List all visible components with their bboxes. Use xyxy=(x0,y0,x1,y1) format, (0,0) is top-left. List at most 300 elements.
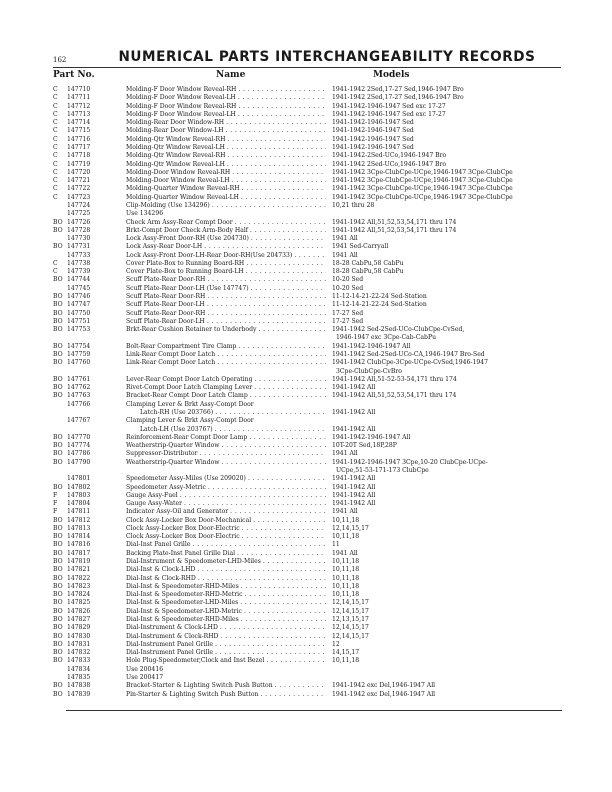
part-name-cell xyxy=(126,641,326,649)
table-row xyxy=(53,666,563,674)
part-number: 147760 xyxy=(67,359,91,367)
part-prefix: BO xyxy=(53,450,63,458)
dot-leader xyxy=(218,633,326,641)
part-number: 147728 xyxy=(67,226,91,234)
part-prefix: BO xyxy=(53,649,63,657)
part-prefix: C xyxy=(53,193,58,201)
table-row xyxy=(53,144,563,152)
part-name-cell xyxy=(126,674,326,682)
part-number: 147838 xyxy=(67,682,91,690)
part-prefix: BO xyxy=(53,632,63,640)
dot-leader xyxy=(261,558,326,566)
part-name: Scuff Plate-Rear Door-RH xyxy=(126,309,206,317)
dot-leader xyxy=(239,616,326,624)
table-row xyxy=(53,409,563,417)
part-name: Link-Rear Compt Door Latch xyxy=(126,351,216,358)
part-name: Check Arm Assy-Rear Compt Door xyxy=(126,218,233,226)
part-name-cell xyxy=(126,616,326,624)
table-row xyxy=(53,442,563,450)
part-number: 147829 xyxy=(67,624,91,632)
part-number: 147711 xyxy=(67,94,91,102)
part-number: 147833 xyxy=(67,657,91,665)
part-name: Lock Assy-Front Door-LH-Rear Door-RH(Use 204733) xyxy=(126,251,293,259)
part-models: 11-12-14-21-22-24 Sed-Station xyxy=(332,301,427,309)
part-name-cell xyxy=(126,583,326,591)
table-row xyxy=(53,343,563,351)
part-models: 1941-1942 Sed-2Sed-UCo-ClubCpe-CvSed, xyxy=(332,326,465,334)
part-models: 10,21 thru 28 xyxy=(332,201,375,209)
part-name: Gauge Assy-Water xyxy=(126,500,183,508)
part-name-cell xyxy=(126,293,326,301)
table-row xyxy=(53,359,563,367)
part-prefix: BO xyxy=(53,384,63,392)
part-name-cell xyxy=(126,384,326,392)
part-name: Clip-Molding (Use 134296) xyxy=(126,201,210,209)
part-number: 147835 xyxy=(67,673,91,681)
part-prefix: BO xyxy=(53,624,63,632)
part-name-cell xyxy=(126,260,326,268)
part-models: 1941-1942 2Sed-UCo,1946-1947 Bro xyxy=(332,160,447,168)
dot-leader xyxy=(249,285,326,293)
part-models: 1941-1942 exc Del,1946-1947 All xyxy=(332,690,436,698)
part-prefix: BO xyxy=(53,533,63,541)
part-number: 147759 xyxy=(67,351,91,358)
part-number: 147774 xyxy=(67,442,91,450)
part-number: 147814 xyxy=(67,533,91,541)
part-prefix: F xyxy=(53,491,58,499)
part-models: 1941-1942 ClubCpe-3Cpe-UCpe-CvSed,1946-1947 xyxy=(332,359,488,367)
part-prefix: F xyxy=(53,500,58,508)
dot-leader xyxy=(224,119,326,127)
part-number: 147747 xyxy=(67,301,91,309)
dot-leader xyxy=(249,235,326,243)
part-prefix: BO xyxy=(53,218,63,226)
table-row xyxy=(53,566,563,574)
part-name-cell xyxy=(126,252,326,260)
part-number: 147830 xyxy=(67,632,91,640)
part-name: Clamping Lever & Brkt Assy-Compt Door xyxy=(126,417,254,425)
part-number: 147803 xyxy=(67,491,91,499)
part-name-cell xyxy=(126,599,326,607)
dot-leader xyxy=(242,591,326,599)
part-prefix: C xyxy=(53,259,58,267)
table-row xyxy=(53,591,563,599)
part-prefix: C xyxy=(53,268,58,276)
part-name: Speedometer Assy-Metric xyxy=(126,483,206,491)
part-prefix: BO xyxy=(53,591,63,599)
dot-leader xyxy=(190,541,326,549)
dot-leader xyxy=(240,185,326,193)
part-name: Dial-Instrument & Speedometer-LHD-Miles xyxy=(126,558,261,566)
part-name-cell xyxy=(126,442,326,450)
table-row xyxy=(53,260,563,268)
part-number: 147831 xyxy=(67,640,91,648)
dot-leader xyxy=(248,227,326,235)
part-prefix: BO xyxy=(53,574,63,582)
dot-leader xyxy=(197,450,326,458)
part-name: Molding-F Door Window Reveal-LH xyxy=(126,110,236,118)
part-name-cell xyxy=(126,608,326,616)
table-row xyxy=(53,94,563,102)
part-name: Cover Plate-Box to Running Board-RH xyxy=(126,259,245,267)
table-row xyxy=(53,434,563,442)
part-models: 17-27 Sed xyxy=(332,309,364,317)
table-row xyxy=(53,641,563,649)
table-row xyxy=(53,550,563,558)
part-models: 12,14,15,17 xyxy=(332,607,369,615)
part-name: Molding-F Door Window Reveal-RH xyxy=(126,102,237,110)
column-header-name: Name xyxy=(216,70,246,80)
part-prefix: BO xyxy=(53,442,63,450)
part-models: 10T-20T Sed,18P,28P xyxy=(332,442,397,450)
table-row xyxy=(53,517,563,525)
dot-leader xyxy=(235,550,326,558)
part-models: 1941 All xyxy=(332,508,358,516)
part-name-cell xyxy=(126,459,326,467)
part-models: 10,11,18 xyxy=(332,582,360,590)
part-models: 1941-1942 Sed-2Sed-UCo-CA,1946-1947 Bro-Sed xyxy=(332,351,485,358)
dot-leader xyxy=(206,484,326,492)
table-row xyxy=(53,152,563,160)
table-row xyxy=(53,401,563,409)
part-number: 147790 xyxy=(67,458,91,466)
part-name: Dial-Instrument & Clock-RHD xyxy=(126,632,219,640)
part-prefix: C xyxy=(53,110,58,118)
dot-leader xyxy=(238,599,326,607)
table-row xyxy=(53,293,563,301)
part-name: Scuff Plate-Rear Door-LH xyxy=(126,317,205,325)
part-name-cell xyxy=(126,94,326,102)
column-header-part-no: Part No. xyxy=(53,70,95,80)
part-models: 1941-1942 All xyxy=(332,408,376,416)
part-name: Brkt-Compt Door Check Arm-Body Half xyxy=(126,226,249,234)
part-name-cell xyxy=(126,500,326,508)
part-name: Dial-Inst & Speedometer-RHD-Metric xyxy=(126,591,243,599)
dot-leader xyxy=(236,94,326,102)
part-number: 147714 xyxy=(67,119,91,127)
part-prefix: BO xyxy=(53,375,63,383)
part-number: 147716 xyxy=(67,135,91,143)
part-number: 147744 xyxy=(67,276,91,284)
dot-leader xyxy=(195,566,326,574)
part-name: Dial-Inst & Speedometer-RHD-Miles xyxy=(126,616,239,623)
parts-table xyxy=(53,86,563,699)
part-name: Dial-Inst & Clock-LHD xyxy=(126,566,196,574)
part-number: 147786 xyxy=(67,450,91,458)
part-models: 1946-1947 exc 3Cpe-Cab-CabPu xyxy=(336,334,436,342)
part-name: Scuff Plate-Rear Door-RH xyxy=(126,276,206,284)
part-name-cell xyxy=(126,591,326,599)
part-prefix: BO xyxy=(53,516,63,524)
bottom-rule xyxy=(66,710,562,711)
dot-leader xyxy=(224,127,326,135)
part-name-cell xyxy=(126,417,326,425)
part-models: 1941-1942-2Sed-UCo,1946-1947 Bro xyxy=(332,152,447,160)
part-models: 10-20 Sed xyxy=(332,284,364,292)
dot-leader xyxy=(258,691,326,699)
table-row xyxy=(53,541,563,549)
table-row xyxy=(53,318,563,326)
part-number: 147746 xyxy=(67,293,91,301)
part-name: Bracket-Starter & Lighting Switch Push Button xyxy=(126,682,273,690)
table-row xyxy=(53,252,563,260)
part-name-cell xyxy=(126,624,326,632)
table-row xyxy=(53,127,563,135)
part-name-cell xyxy=(126,533,326,541)
part-prefix: BO xyxy=(53,317,63,325)
table-row xyxy=(53,450,563,458)
table-row xyxy=(53,674,563,682)
dot-leader xyxy=(225,152,326,160)
part-number: 147819 xyxy=(67,558,91,566)
part-name: Molding-F Door Window Reveal-RH xyxy=(126,86,237,93)
part-number: 147725 xyxy=(67,210,91,218)
part-number: 147802 xyxy=(67,483,91,491)
table-row xyxy=(53,657,563,665)
part-number: 147834 xyxy=(67,665,91,673)
part-models: 1941-1942-1946-1947 All xyxy=(332,433,411,441)
dot-leader xyxy=(219,442,326,450)
part-models: 14,15,17 xyxy=(332,649,360,657)
part-models: 12,14,15,17 xyxy=(332,599,369,607)
part-name-cell xyxy=(140,409,326,417)
part-models: 1941-1942 All xyxy=(332,384,376,392)
part-name-cell xyxy=(126,194,326,202)
part-number: 147724 xyxy=(67,201,91,209)
part-models: 10,11,18 xyxy=(332,591,360,599)
part-models: 1941-1942-1946-1947 All xyxy=(332,342,411,350)
dot-leader xyxy=(230,177,326,185)
part-models: 1941 All xyxy=(332,450,358,458)
part-name: Scuff Plate-Rear Door-RH xyxy=(126,293,206,301)
table-row xyxy=(53,649,563,657)
dot-leader xyxy=(225,144,326,152)
part-models: 1941-1942 3Cpe-ClubCpe-UCpe,1946-1947 3Cpe-ClubCpe xyxy=(332,193,513,201)
part-name: Molding-Door Window Reveal-LH xyxy=(126,177,230,185)
table-row xyxy=(53,376,563,384)
part-number: 147717 xyxy=(67,143,91,151)
part-name-cell xyxy=(126,657,326,665)
part-name-cell xyxy=(126,86,326,94)
dot-leader xyxy=(215,359,326,367)
table-row xyxy=(53,417,563,425)
part-name: Molding-Rear Door Window-RH xyxy=(126,119,225,127)
part-models: 12 xyxy=(332,640,340,648)
part-models: 1941-1942-1946-1947 Sed exc 17-27 xyxy=(332,110,446,118)
dot-leader xyxy=(230,169,326,177)
part-prefix: BO xyxy=(53,549,63,557)
table-row xyxy=(53,194,563,202)
dot-leader xyxy=(240,533,326,541)
part-name: Speedometer Assy-Miles (Use 209020) xyxy=(126,475,246,483)
part-name: Weatherstrip-Quarter Window xyxy=(126,442,220,450)
part-name-cell xyxy=(126,111,326,119)
part-name-cell xyxy=(126,268,326,276)
part-models: 1941 All xyxy=(332,549,358,557)
part-prefix: BO xyxy=(53,558,63,566)
part-name-cell xyxy=(126,161,326,169)
part-name: Lock Assy-Front Door-RH (Use 204730) xyxy=(126,235,249,243)
dot-leader xyxy=(252,384,326,392)
table-row xyxy=(53,351,563,359)
part-models: 1941-1942 3Cpe-ClubCpe-UCpe,1946-1947 3Cpe-ClubCpe xyxy=(332,168,513,176)
part-name: Clamping Lever & Brkt Assy-Compt Door xyxy=(126,400,254,408)
part-name-cell xyxy=(126,310,326,318)
dot-leader xyxy=(196,575,326,583)
dot-leader xyxy=(202,243,326,251)
part-name: Dial-Instrument Panel Grille xyxy=(126,649,214,657)
part-name-cell xyxy=(126,351,326,359)
part-models: 1941-1942 All xyxy=(332,500,376,508)
part-name: Clock Assy-Locker Box Door-Electric xyxy=(126,533,240,541)
dot-leader xyxy=(253,376,327,384)
table-row xyxy=(53,268,563,276)
part-name: Dial-Inst & Speedometer-LHD-Miles xyxy=(126,599,239,607)
part-prefix: BO xyxy=(53,293,63,301)
part-name: Clock Assy-Locker Box Door-Mechanical xyxy=(126,516,252,524)
part-name-cell xyxy=(126,401,326,409)
dot-leader xyxy=(244,260,326,268)
part-name-cell xyxy=(126,326,326,334)
part-number: 147825 xyxy=(67,599,91,607)
page-title: NUMERICAL PARTS INTERCHANGEABILITY RECORDS xyxy=(118,49,536,65)
part-number: 147723 xyxy=(67,193,91,201)
table-row xyxy=(53,384,563,392)
table-row xyxy=(53,326,563,334)
part-name-cell xyxy=(126,550,326,558)
part-prefix: BO xyxy=(53,226,63,234)
part-number: 147751 xyxy=(67,317,91,325)
part-models: 1941-1942 All xyxy=(332,491,376,499)
part-prefix: C xyxy=(53,127,58,135)
part-prefix: BO xyxy=(53,351,63,358)
dot-leader xyxy=(239,194,326,202)
part-number: 147712 xyxy=(67,102,91,110)
part-number: 147766 xyxy=(67,400,91,408)
table-row xyxy=(53,219,563,227)
part-name-cell xyxy=(126,152,326,160)
part-models: 18-28 CabPu,58 CabPu xyxy=(332,268,404,276)
part-name-cell xyxy=(126,285,326,293)
table-row xyxy=(53,301,563,309)
part-name-cell xyxy=(126,541,326,549)
dot-leader xyxy=(182,500,326,508)
part-number: 147710 xyxy=(67,86,91,93)
part-name: Rivet-Compt Door Latch Clamping Lever xyxy=(126,384,253,392)
part-name: Molding-Quarter Window Reveal-LH xyxy=(126,193,239,201)
dot-leader xyxy=(236,103,326,111)
part-name: Suppressor-Distributor xyxy=(126,450,198,458)
dot-leader xyxy=(239,583,326,591)
part-prefix: BO xyxy=(53,657,63,665)
part-number: 147832 xyxy=(67,649,91,657)
part-name: Backing Plate-Inst Panel Grille Dial xyxy=(126,549,236,557)
part-name-cell xyxy=(126,649,326,657)
dot-leader xyxy=(213,426,326,434)
part-name-cell xyxy=(126,359,326,367)
part-models: 12,14,15,17 xyxy=(332,524,369,532)
dot-leader xyxy=(210,202,326,210)
part-number: 147753 xyxy=(67,326,91,334)
part-prefix: BO xyxy=(53,309,63,317)
dot-leader xyxy=(236,343,326,351)
part-number: 147754 xyxy=(67,342,91,350)
dot-leader xyxy=(205,301,326,309)
table-row xyxy=(53,119,563,127)
table-row xyxy=(53,243,563,251)
part-name: Molding-Qtr Window Reveal-LH xyxy=(126,160,225,168)
part-prefix: BO xyxy=(53,524,63,532)
table-row xyxy=(53,161,563,169)
table-row xyxy=(53,533,563,541)
part-name: Pin-Starter & Lighting Switch Push Button xyxy=(126,690,259,698)
column-header-models: Models xyxy=(373,70,410,80)
part-models: 1941-1942-1946-1947 3Cpe,10-20 ClubCpe-UCpe- xyxy=(332,458,488,466)
part-name: Molding-Qtr Window Reveal-LH xyxy=(126,143,225,151)
part-models: 10,11,18 xyxy=(332,566,360,574)
table-row xyxy=(53,558,563,566)
part-name: Use 200417 xyxy=(126,673,164,681)
dot-leader xyxy=(178,492,326,500)
part-name-cell xyxy=(126,169,326,177)
table-row xyxy=(53,235,563,243)
part-name: Lock Assy-Rear Door-LH xyxy=(126,243,203,251)
part-number: 147730 xyxy=(67,235,91,243)
part-name-cell xyxy=(126,475,326,483)
part-name: Clock Assy-Locker Box Door-Electric xyxy=(126,524,240,532)
part-prefix: BO xyxy=(53,483,63,491)
dot-leader xyxy=(228,508,326,516)
part-name: Lever-Rear Compt Door Latch Operating xyxy=(126,375,253,383)
dot-leader xyxy=(248,392,326,400)
table-row xyxy=(53,334,563,342)
dot-leader xyxy=(244,268,326,276)
part-number: 147726 xyxy=(67,218,91,226)
part-name-cell xyxy=(126,343,326,351)
part-number: 147839 xyxy=(67,690,91,698)
part-name-cell xyxy=(126,575,326,583)
part-models: 1941-1942-1946-1947 Sed exc 17-27 xyxy=(332,102,446,110)
part-name-cell xyxy=(126,434,326,442)
part-models: 10,11,18 xyxy=(332,574,360,582)
part-models: 12,14,15,17 xyxy=(332,624,369,632)
part-number: 147804 xyxy=(67,500,91,508)
table-row xyxy=(53,111,563,119)
part-models: 1941-1942 3Cpe-ClubCpe-UCpe,1946-1947 3Cpe-ClubCpe xyxy=(332,185,513,193)
part-name: Latch-LH (Use 203767) xyxy=(140,425,213,433)
part-name-cell xyxy=(126,177,326,185)
dot-leader xyxy=(242,608,326,616)
part-prefix: BO xyxy=(53,433,63,441)
part-name-cell xyxy=(126,185,326,193)
part-name: Dial-Inst & Speedometer-RHD-Miles xyxy=(126,582,239,590)
part-name: Scuff Plate-Rear Door-LH (Use 147747) xyxy=(126,284,249,292)
part-name: Bolt-Rear Compartment Tire Clamp xyxy=(126,342,237,350)
part-name: Dial-Inst & Clock-RHD xyxy=(126,574,196,582)
part-name: Use 200416 xyxy=(126,665,164,673)
part-models: UCpe,51-53-171-173 ClubCpe xyxy=(336,466,429,474)
part-number: 147826 xyxy=(67,607,91,615)
part-name: Scuff Plate-Rear Door-LH xyxy=(126,301,205,309)
table-row xyxy=(53,185,563,193)
part-number: 147770 xyxy=(67,433,91,441)
table-row xyxy=(53,310,563,318)
part-models: 10,11,18 xyxy=(332,558,360,566)
part-models: 1941-1942 2Sed,17-27 Sed,1946-1947 Bro xyxy=(332,86,464,93)
part-name-cell xyxy=(126,517,326,525)
dot-leader xyxy=(205,276,326,284)
part-prefix: BO xyxy=(53,342,63,350)
